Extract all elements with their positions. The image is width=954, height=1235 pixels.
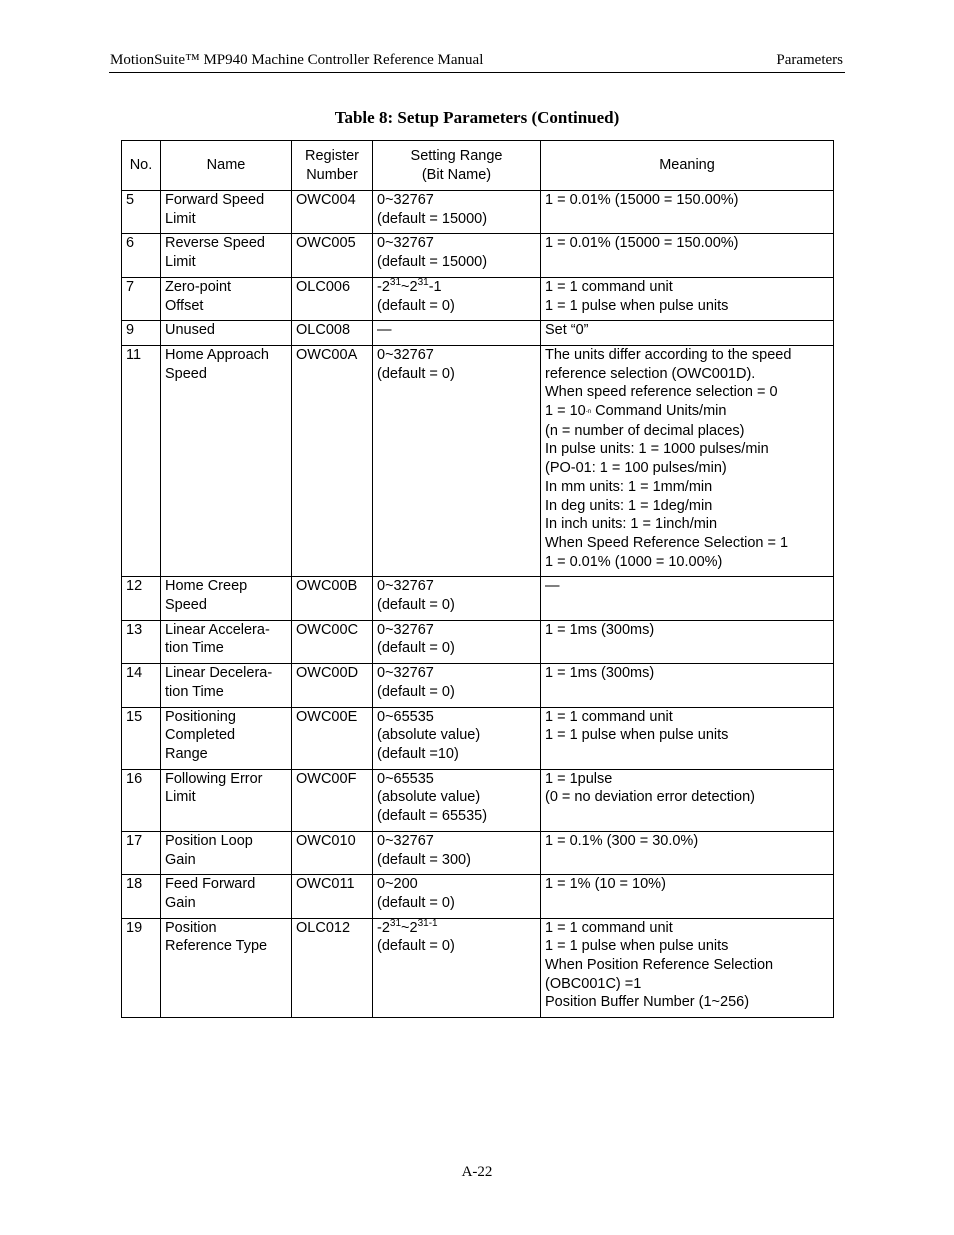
cell-name: Following Error Limit: [161, 769, 292, 831]
cell-register: OWC00C: [292, 620, 373, 663]
cell-range: 0~32767 (default = 15000): [373, 234, 541, 277]
cell-no: 7: [122, 277, 161, 320]
cell-register: OWC004: [292, 191, 373, 234]
column-header-setting-range: Setting Range (Bit Name): [373, 141, 541, 191]
range-exponent: 31: [389, 917, 402, 929]
cell-name: Positioning Completed Range: [161, 707, 292, 769]
cell-name: Unused: [161, 321, 292, 346]
range-exponent: 31: [417, 276, 429, 288]
cell-no: 16: [122, 769, 161, 831]
table-row: [122, 191, 834, 234]
cell-meaning: 1 = 1 command unit 1 = 1 pulse when pulse units When Position Reference Selection (OBC001C) =1 Position Buffer Number (1~256): [541, 918, 834, 1018]
table-row: [122, 620, 834, 663]
table-row: [122, 234, 834, 277]
cell-register: OWC00E: [292, 707, 373, 769]
meaning-text: Command Units/min (n = number of decimal places) In pulse units: 1 = 1000 pulses/min (PO-01: 1 = 100 pulses/min) In mm units: 1 = 1mm/min In deg units: 1 = 1deg/min In inch units: 1 = 1inch/min When Speed Reference Selection = 1 1 = 0.01% (1000 = 10.00%): [545, 403, 789, 570]
column-header-no: No.: [122, 141, 161, 191]
cell-meaning: 1 = 0.01% (15000 = 150.00%): [541, 191, 834, 234]
cell-range: 0~32767 (default = 0): [373, 577, 541, 620]
range-default: (default = 0): [377, 297, 455, 314]
range-text: -2: [377, 278, 390, 295]
cell-register: OLC006: [292, 277, 373, 320]
cell-meaning: 1 = 1% (10 = 10%): [541, 875, 834, 918]
range-text: -2: [377, 919, 390, 936]
cell-meaning: 1 = 1pulse (0 = no deviation error detection): [541, 769, 834, 831]
cell-meaning: [541, 345, 834, 576]
range-text: -1: [428, 278, 442, 295]
header-divider: [109, 72, 845, 73]
table-row: [122, 321, 834, 346]
cell-no: 11: [122, 345, 161, 576]
cell-name: Position Reference Type: [161, 918, 292, 1018]
cell-range: 0~200 (default = 0): [373, 875, 541, 918]
range-default: (default = 0): [377, 938, 455, 955]
table-title: Table 8: Setup Parameters (Continued): [334, 108, 620, 127]
cell-no: 6: [122, 234, 161, 277]
setup-parameters-table: [121, 140, 834, 1018]
cell-register: OLC008: [292, 321, 373, 346]
table-row: [122, 918, 834, 1018]
range-text: ~2: [401, 919, 418, 936]
cell-no: 9: [122, 321, 161, 346]
cell-meaning: 1 = 1ms (300ms): [541, 664, 834, 707]
cell-range: —: [373, 321, 541, 346]
column-header-meaning: Meaning: [541, 141, 834, 191]
column-header-name: Name: [161, 141, 292, 191]
cell-range: 0~32767 (default = 0): [373, 345, 541, 576]
cell-range: [373, 918, 541, 1018]
table-row: [122, 277, 834, 320]
table-header-row: [122, 141, 834, 191]
cell-register: OWC00D: [292, 664, 373, 707]
cell-register: OLC012: [292, 918, 373, 1018]
cell-range: 0~32767 (default = 15000): [373, 191, 541, 234]
cell-name: Home Approach Speed: [161, 345, 292, 576]
table-row: [122, 831, 834, 874]
cell-name: Position Loop Gain: [161, 831, 292, 874]
table-row: [122, 707, 834, 769]
cell-range: 0~65535 (absolute value) (default = 65535): [373, 769, 541, 831]
page-number: A-22: [461, 1164, 493, 1180]
header-manual-title: MotionSuite™ MP940 Machine Controller Reference Manual: [110, 52, 484, 68]
cell-no: 15: [122, 707, 161, 769]
cell-name: Home Creep Speed: [161, 577, 292, 620]
cell-register: OWC011: [292, 875, 373, 918]
cell-range: 0~32767 (default = 300): [373, 831, 541, 874]
table-row: [122, 769, 834, 831]
cell-register: OWC010: [292, 831, 373, 874]
cell-no: 18: [122, 875, 161, 918]
table-row: [122, 664, 834, 707]
cell-register: OWC005: [292, 234, 373, 277]
cell-name: Linear Accelera- tion Time: [161, 620, 292, 663]
range-text: ~2: [401, 278, 418, 295]
cell-register: OWC00B: [292, 577, 373, 620]
cell-meaning: 1 = 1ms (300ms): [541, 620, 834, 663]
range-exponent: 31-1: [417, 917, 438, 929]
cell-meaning: 1 = 0.01% (15000 = 150.00%): [541, 234, 834, 277]
cell-name: Zero-point Offset: [161, 277, 292, 320]
table-row: [122, 345, 834, 576]
table-row: [122, 577, 834, 620]
cell-no: 17: [122, 831, 161, 874]
cell-register: OWC00F: [292, 769, 373, 831]
meaning-text: The units differ according to the speed reference selection (OWC001D). When speed reference selection = 0 1 = 10: [545, 346, 792, 420]
cell-meaning: —: [541, 577, 834, 620]
cell-meaning: 1 = 1 command unit 1 = 1 pulse when pulse units: [541, 707, 834, 769]
cell-name: Feed Forward Gain: [161, 875, 292, 918]
header-section-title: Parameters: [776, 52, 843, 68]
cell-name: Forward Speed Limit: [161, 191, 292, 234]
cell-range: 0~65535 (absolute value) (default =10): [373, 707, 541, 769]
cell-meaning: 1 = 0.1% (300 = 30.0%): [541, 831, 834, 874]
cell-name: Reverse Speed Limit: [161, 234, 292, 277]
cell-range: 0~32767 (default = 0): [373, 620, 541, 663]
column-header-register: Register Number: [292, 141, 373, 191]
meaning-exponent: -n: [585, 409, 592, 416]
table-row: [122, 875, 834, 918]
range-exponent: 31: [389, 276, 402, 288]
cell-no: 14: [122, 664, 161, 707]
cell-no: 13: [122, 620, 161, 663]
cell-register: OWC00A: [292, 345, 373, 576]
cell-no: 19: [122, 918, 161, 1018]
cell-name: Linear Decelera- tion Time: [161, 664, 292, 707]
cell-no: 12: [122, 577, 161, 620]
cell-meaning: Set “0”: [541, 321, 834, 346]
cell-no: 5: [122, 191, 161, 234]
cell-range: [373, 277, 541, 320]
cell-meaning: 1 = 1 command unit 1 = 1 pulse when pulse units: [541, 277, 834, 320]
cell-range: 0~32767 (default = 0): [373, 664, 541, 707]
